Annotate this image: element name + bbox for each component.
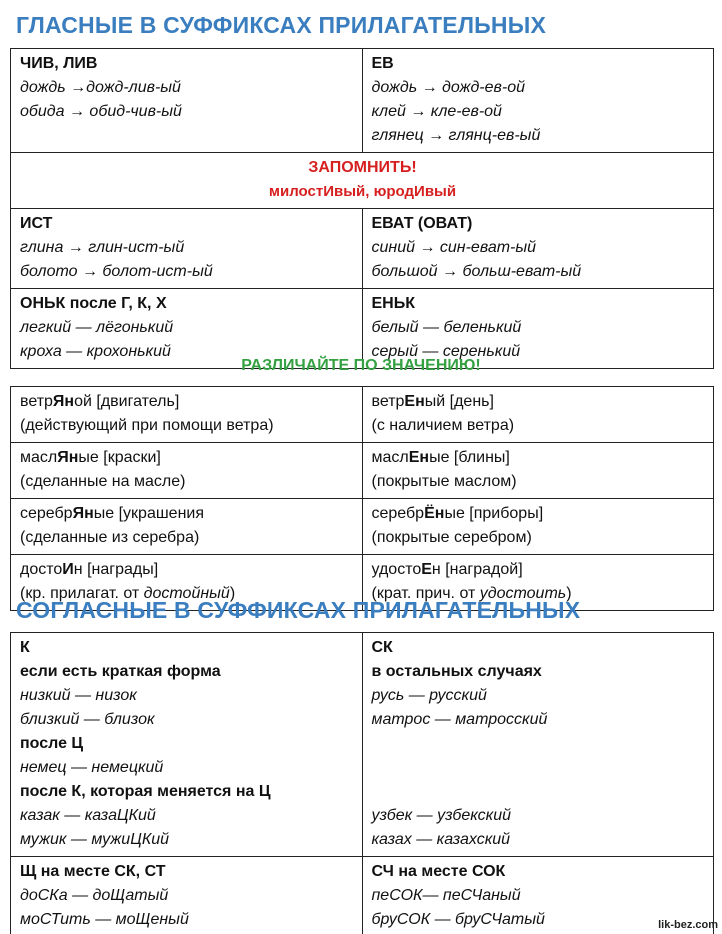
text-part: ые [приборы] — [444, 505, 544, 522]
text-part: удостоить — [479, 585, 567, 602]
text-part: вый — [424, 183, 457, 200]
text-part: (крат. прич. от — [371, 585, 480, 602]
text-part: ) — [566, 585, 572, 602]
table-row — [11, 49, 714, 153]
table-row — [11, 153, 714, 209]
text-part: удосто — [371, 561, 422, 578]
rule: если есть краткая форма — [20, 663, 221, 680]
suffix-highlight: Ян — [52, 393, 75, 410]
example: клей → кле-ев-ой — [371, 103, 502, 120]
table-row — [11, 209, 714, 289]
example: немец — немецкий — [20, 759, 164, 776]
suffix-heading: Щ на месте СК, СТ — [20, 863, 166, 880]
cell-ist — [11, 209, 363, 289]
example: доСКа — доЩатый — [20, 887, 169, 904]
text-part: вый, юрод — [334, 183, 415, 200]
table-row — [11, 633, 714, 857]
cell-ev — [362, 49, 714, 153]
example: глина → глин-ист-ый — [20, 239, 185, 256]
table-row — [11, 857, 714, 934]
text-part: масл — [371, 449, 409, 466]
meaning-desc: (с наличием ветра) — [371, 417, 515, 434]
suffix-heading: К — [20, 639, 30, 656]
meaning-desc: (покрытые серебром) — [371, 529, 532, 546]
suffix-heading: СК — [371, 639, 393, 656]
text-part: достойный — [143, 585, 230, 602]
text-part: ой [двигатель] — [74, 393, 180, 410]
example: низкий — низок — [20, 687, 137, 704]
table-row — [11, 443, 714, 499]
text-part: ые [украшения — [93, 505, 205, 522]
example: матрос — матросский — [371, 711, 548, 728]
cell-chiv — [11, 49, 363, 153]
meaning-desc: (действующий при помощи ветра) — [20, 417, 274, 434]
word — [372, 390, 706, 414]
suffix-heading: СЧ на месте СОК — [371, 863, 506, 880]
meaning-cell-left — [11, 499, 363, 555]
word — [20, 446, 354, 470]
example: серый — серенький — [371, 343, 521, 360]
rule: в остальных случаях — [371, 663, 542, 680]
meaning-cell-right — [362, 443, 714, 499]
text-part: ) — [229, 585, 236, 602]
text-part: милост — [268, 183, 324, 200]
suffix-heading: ЧИВ, ЛИВ — [20, 55, 98, 72]
example: пеСОК— пеСЧаный — [371, 887, 521, 904]
cell-sk — [362, 633, 714, 857]
example: обида → обид-чив-ый — [20, 103, 182, 120]
suffix-highlight: Ен — [408, 449, 430, 466]
text-part: (кр. прилагат. от — [20, 585, 144, 602]
word — [372, 446, 706, 470]
suffix-heading: ЕНЬК — [371, 295, 415, 312]
text-part: досто — [20, 561, 63, 578]
suffix-highlight: Ян — [72, 505, 94, 522]
example: дождь →дожд-лив-ый — [20, 79, 181, 96]
remember-label: ЗАПОМНИТЬ! — [308, 159, 417, 176]
spacer — [372, 756, 706, 780]
word — [20, 390, 354, 414]
word — [372, 558, 706, 582]
suffix-highlight: Ён — [424, 505, 445, 522]
meaning-desc: (сделанные на масле) — [20, 473, 186, 490]
example: казах — казахский — [371, 831, 511, 848]
example: белый — беленький — [371, 319, 522, 336]
word — [20, 558, 354, 582]
text-part: ветр — [20, 393, 53, 410]
text-part: И — [414, 183, 425, 200]
example: узбек — узбекский — [371, 807, 511, 824]
example: моСТить — моЩеный — [20, 911, 189, 928]
cell-evat — [362, 209, 714, 289]
text-part: ый [день] — [424, 393, 494, 410]
meaning-cell-left — [11, 443, 363, 499]
text-part: н [награды] — [73, 561, 159, 578]
example: бруСОК — бруСЧатый — [371, 911, 545, 928]
vowels-table — [10, 48, 714, 369]
example: болото → болот-ист-ый — [20, 263, 213, 280]
example: русь — русский — [371, 687, 487, 704]
cell-k — [11, 633, 363, 857]
distinguish-heading: РАЗЛИЧАЙТЕ ПО ЗНАЧЕНИЮ! — [241, 357, 481, 374]
text-part: ветр — [371, 393, 405, 410]
word — [20, 502, 354, 526]
consonants-title: СОГЛАСНЫЕ В СУФФИКСАХ ПРИЛАГАТЕЛЬНЫХ — [16, 597, 581, 623]
suffix-highlight: Ян — [57, 449, 79, 466]
example: кроха — крохонький — [20, 343, 171, 360]
suffix-heading: ОНЬК после Г, К, Х — [20, 295, 167, 312]
meaning-cell-right — [362, 499, 714, 555]
text-part: н [наградой] — [431, 561, 523, 578]
example: синий → син-еват-ый — [371, 239, 537, 256]
suffix-heading: ЕВАТ (ОВАТ) — [371, 215, 473, 232]
example: близкий — близок — [20, 711, 155, 728]
consonants-table — [10, 632, 714, 934]
text-part: ые [блины] — [429, 449, 510, 466]
cell-sch — [11, 857, 363, 934]
spacer — [372, 780, 706, 804]
suffix-highlight: И — [62, 561, 74, 578]
meaning-table — [10, 386, 714, 611]
example: большой → больш-еват-ый — [371, 263, 582, 280]
text-part: ые [краски] — [78, 449, 161, 466]
rule: после Ц — [20, 735, 84, 752]
remember-words — [20, 180, 705, 204]
text-part: серебр — [20, 505, 73, 522]
vowels-title: ГЛАСНЫЕ В СУФФИКСАХ ПРИЛАГАТЕЛЬНЫХ — [16, 12, 546, 38]
suffix-heading: ИСТ — [20, 215, 53, 232]
suffix-heading: ЕВ — [371, 55, 394, 72]
example: дождь → дожд-ев-ой — [371, 79, 525, 96]
meaning-desc: (сделанные из серебра) — [20, 529, 200, 546]
suffix-highlight: Е — [421, 561, 432, 578]
rule: после К, которая меняется на Ц — [20, 783, 271, 800]
table-row — [11, 387, 714, 443]
example: глянец → глянц-ев-ый — [371, 127, 541, 144]
table-row — [11, 499, 714, 555]
word — [372, 502, 706, 526]
example: мужик — мужиЦКий — [20, 831, 170, 848]
text-part: масл — [20, 449, 58, 466]
example: легкий — лёгонький — [20, 319, 174, 336]
spacer — [372, 732, 706, 756]
suffix-highlight: Ен — [404, 393, 425, 410]
text-part: серебр — [371, 505, 425, 522]
meaning-cell-left — [11, 387, 363, 443]
meaning-desc: (покрытые маслом) — [371, 473, 517, 490]
remember-cell — [11, 153, 714, 209]
meaning-cell-right — [362, 387, 714, 443]
watermark: lik-bez.com — [658, 919, 718, 931]
text-part: И — [323, 183, 334, 200]
example: казак — казаЦКий — [20, 807, 156, 824]
